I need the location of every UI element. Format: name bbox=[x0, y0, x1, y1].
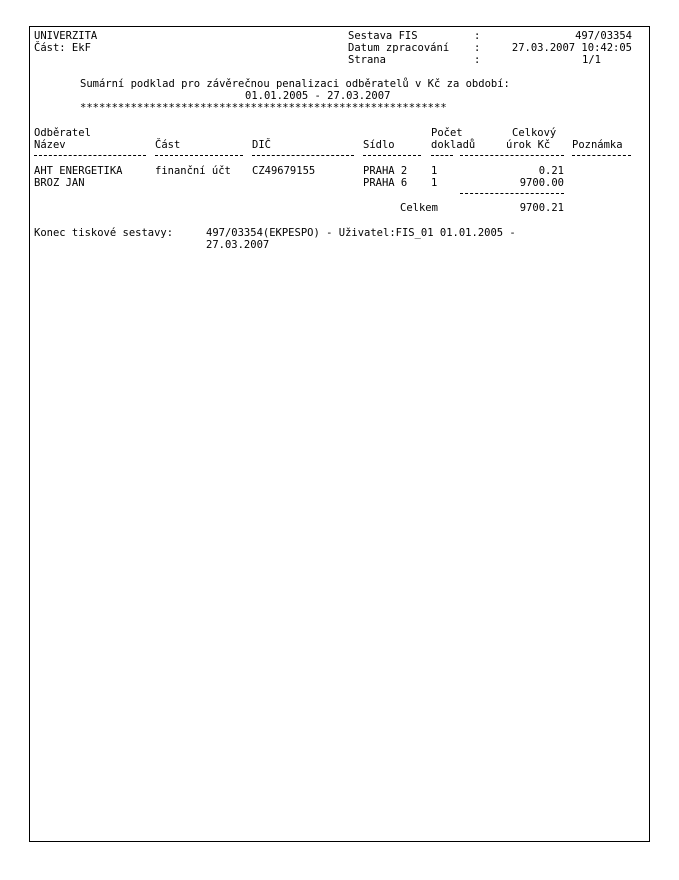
date-colon: : bbox=[474, 42, 481, 54]
row-total: 9700.00 bbox=[519, 177, 564, 189]
separator bbox=[252, 155, 354, 156]
footer-line2: 27.03.2007 bbox=[206, 239, 270, 251]
row-seat: PRAHA 2 bbox=[363, 165, 408, 177]
total-separator bbox=[460, 193, 564, 194]
total-value: 9700.21 bbox=[519, 202, 564, 214]
report-colon: : bbox=[474, 30, 481, 42]
report-period: 01.01.2005 - 27.03.2007 bbox=[245, 90, 391, 102]
col-count-top: Počet bbox=[431, 127, 463, 139]
page-value: 1/1 bbox=[582, 54, 601, 66]
row-dic: CZ49679155 bbox=[252, 165, 316, 177]
col-total-bottom: úrok Kč bbox=[506, 139, 551, 151]
row-seat: PRAHA 6 bbox=[363, 177, 408, 189]
row-count: 1 bbox=[431, 165, 438, 177]
col-dic: DIČ bbox=[252, 139, 271, 151]
page-colon: : bbox=[474, 54, 481, 66]
report-title: Sumární podklad pro závěrečnou penalizaci odběratelů v Kč za období: bbox=[80, 78, 510, 90]
date-label: Datum zpracování bbox=[348, 42, 450, 54]
report-label: Sestava FIS bbox=[348, 30, 418, 42]
page-label: Strana bbox=[348, 54, 386, 66]
footer-line1: 497/03354(EKPESPO) - Uživatel:FIS_01 01.01.2005 - bbox=[206, 227, 516, 239]
report-page bbox=[29, 26, 650, 842]
row-name: AHT ENERGETIKA bbox=[34, 165, 123, 177]
separator bbox=[34, 155, 146, 156]
col-group-customer: Odběratel bbox=[34, 127, 91, 139]
separator bbox=[363, 155, 421, 156]
org-name: UNIVERZITA bbox=[34, 30, 98, 42]
separator bbox=[460, 155, 564, 156]
col-total-top: Celkový bbox=[512, 127, 557, 139]
date-value: 27.03.2007 10:42:05 bbox=[511, 42, 632, 54]
report-number: 497/03354 bbox=[575, 30, 632, 42]
col-note: Poznámka bbox=[572, 139, 623, 151]
row-part: finanční účt bbox=[155, 165, 231, 177]
separator bbox=[155, 155, 243, 156]
col-name: Název bbox=[34, 139, 66, 151]
row-name: BROZ JAN bbox=[34, 177, 85, 189]
row-total: 0.21 bbox=[538, 165, 564, 177]
org-part: Část: EkF bbox=[34, 42, 91, 54]
col-part: Část bbox=[155, 139, 181, 151]
col-count-bottom: dokladů bbox=[431, 139, 476, 151]
col-seat: Sídlo bbox=[363, 139, 395, 151]
row-count: 1 bbox=[431, 177, 438, 189]
separator bbox=[572, 155, 631, 156]
title-underline: ********************************************************** bbox=[80, 102, 447, 114]
footer-label: Konec tiskové sestavy: bbox=[34, 227, 174, 239]
total-label: Celkem bbox=[400, 202, 438, 214]
separator bbox=[431, 155, 453, 156]
